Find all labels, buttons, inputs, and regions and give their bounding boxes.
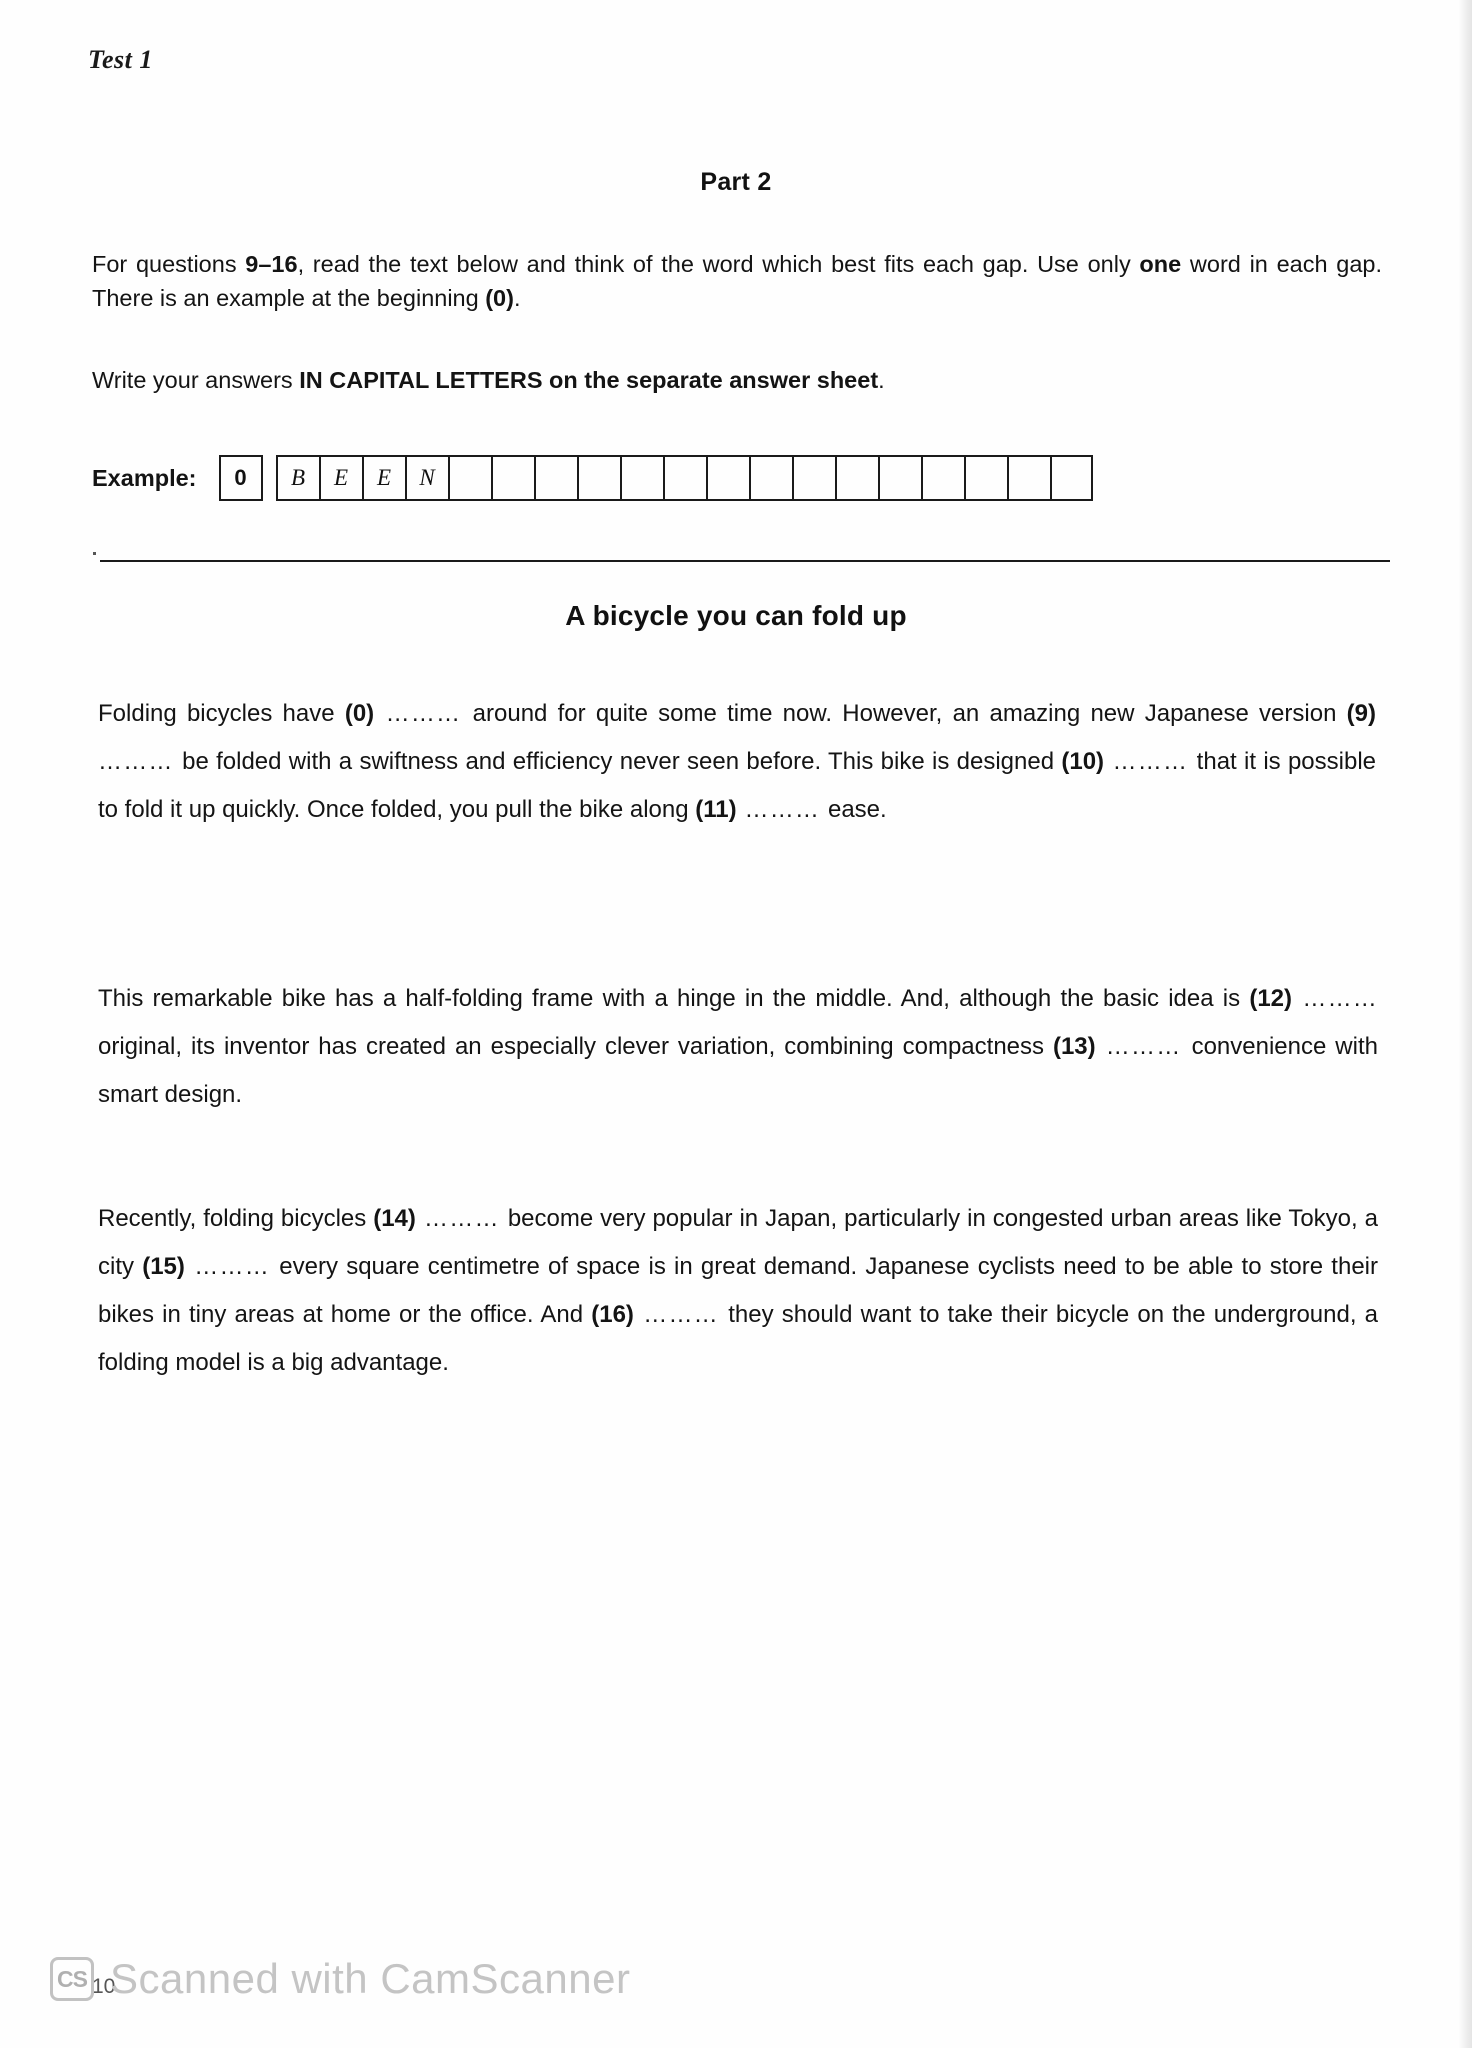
answer-cell[interactable]: E — [362, 455, 405, 501]
gap-dots: ……… — [1292, 985, 1379, 1012]
instr-example-ref: (0) — [485, 285, 514, 312]
answer-cell[interactable]: B — [276, 455, 319, 501]
instr2-text-a: Write your answers — [92, 367, 300, 393]
p1-text-1: Folding bicycles have — [98, 700, 345, 727]
gap-dots: ……… — [415, 1205, 508, 1232]
answer-cell[interactable] — [663, 455, 706, 501]
answer-cell[interactable] — [577, 455, 620, 501]
divider-tick — [93, 552, 96, 555]
gap-dots: ……… — [1104, 748, 1197, 775]
p1-text-3: be folded with a swiftness and efficiency never seen before. This bike is designed — [182, 748, 1062, 775]
gap-marker-15: (15) — [142, 1253, 185, 1280]
answer-cell[interactable] — [835, 455, 878, 501]
p2-text-2: original, its inventor has created an especially clever variation, combining compactness — [98, 1033, 1053, 1060]
instr-text-e: word in each gap. There is an example at the beginning — [92, 251, 1382, 312]
p2-text-3: convenience with smart design. — [98, 1033, 1378, 1108]
camscanner-watermark — [50, 1955, 630, 2003]
answer-cell[interactable]: E — [319, 455, 362, 501]
answer-cell[interactable] — [1050, 455, 1093, 501]
section-divider — [100, 560, 1390, 562]
instr-question-range: 9–16 — [245, 251, 298, 277]
camscanner-text: Scanned with CamScanner — [110, 1955, 631, 2002]
p3-text-2: become very popular in Japan, particularly in congested urban areas like Tokyo, a city — [98, 1205, 1378, 1280]
answer-cell[interactable] — [448, 455, 491, 501]
instr-text-a: For questions — [92, 251, 246, 277]
gap-dots: ……… — [633, 1301, 729, 1328]
gap-marker-9: (9) — [1346, 700, 1376, 727]
answer-cell[interactable]: N — [405, 455, 448, 501]
instructions-paragraph-2 — [92, 363, 1382, 397]
gap-dots: ……… — [98, 748, 183, 775]
part-title: Part 2 — [700, 168, 772, 196]
gap-marker-14: (14) — [373, 1205, 416, 1232]
running-head: Test 1 — [88, 45, 153, 74]
gap-marker-11: (11) — [695, 796, 737, 823]
answer-cell[interactable] — [491, 455, 534, 501]
answer-cell[interactable] — [1007, 455, 1050, 501]
gap-dots: ……… — [736, 796, 828, 823]
p3-text-4: they should want to take their bicycle on the underground, a folding model is a big advantage. — [98, 1301, 1379, 1376]
article-paragraph-1 — [98, 690, 1376, 834]
gap-dots: ……… — [184, 1253, 280, 1280]
gap-dots: ……… — [374, 700, 473, 727]
answer-cell[interactable] — [534, 455, 577, 501]
answer-cell[interactable] — [792, 455, 835, 501]
gap-marker-10: (10) — [1061, 748, 1105, 775]
instr2-bold: IN CAPITAL LETTERS on the separate answer sheet — [299, 367, 879, 393]
p1-text-2: around for quite some time now. However, an amazing new Japanese version — [472, 700, 1347, 727]
article-paragraph-3 — [98, 1195, 1378, 1387]
example-row — [92, 455, 1093, 501]
example-label: Example: — [92, 464, 197, 491]
gap-marker-0: (0) — [344, 700, 375, 727]
instr2-text-c: . — [878, 367, 885, 393]
gap-marker-12: (12) — [1249, 985, 1293, 1012]
answer-cell[interactable] — [749, 455, 792, 501]
example-number-box: 0 — [219, 455, 263, 501]
gap-dots: ……… — [1095, 1033, 1192, 1060]
camscanner-logo-icon: CS — [50, 1957, 94, 2001]
p1-text-5: ease. — [827, 796, 887, 823]
page-edge-shadow — [1458, 0, 1472, 2048]
instr-bold-one: one — [1139, 251, 1182, 277]
gap-marker-16: (16) — [591, 1301, 634, 1328]
answer-cell[interactable] — [878, 455, 921, 501]
p3-text-3: every square centimetre of space is in great demand. Japanese cyclists need to be able to store their bikes in tiny areas at home or the office. And — [98, 1253, 1378, 1328]
p3-text-1: Recently, folding bicycles — [98, 1205, 374, 1232]
instr-text-g: . — [513, 285, 521, 312]
instr-text-c: , read the text below and think of the word which best fits each gap. Use only — [297, 251, 1140, 277]
answer-cell[interactable] — [706, 455, 749, 501]
answer-cell[interactable] — [921, 455, 964, 501]
example-answer-grid — [276, 455, 1093, 501]
answer-cell[interactable] — [620, 455, 663, 501]
article-paragraph-2 — [98, 975, 1378, 1119]
answer-cell[interactable] — [964, 455, 1007, 501]
page-number: 10 — [92, 1975, 116, 1998]
gap-marker-13: (13) — [1052, 1033, 1096, 1060]
article-title: A bicycle you can fold up — [565, 600, 907, 631]
p1-text-4: that it is possible to fold it up quickly. Once folded, you pull the bike along — [98, 748, 1377, 823]
instructions-paragraph-1 — [92, 247, 1382, 315]
p2-text-1: This remarkable bike has a half-folding frame with a hinge in the middle. And, although the basic idea is — [98, 985, 1250, 1012]
